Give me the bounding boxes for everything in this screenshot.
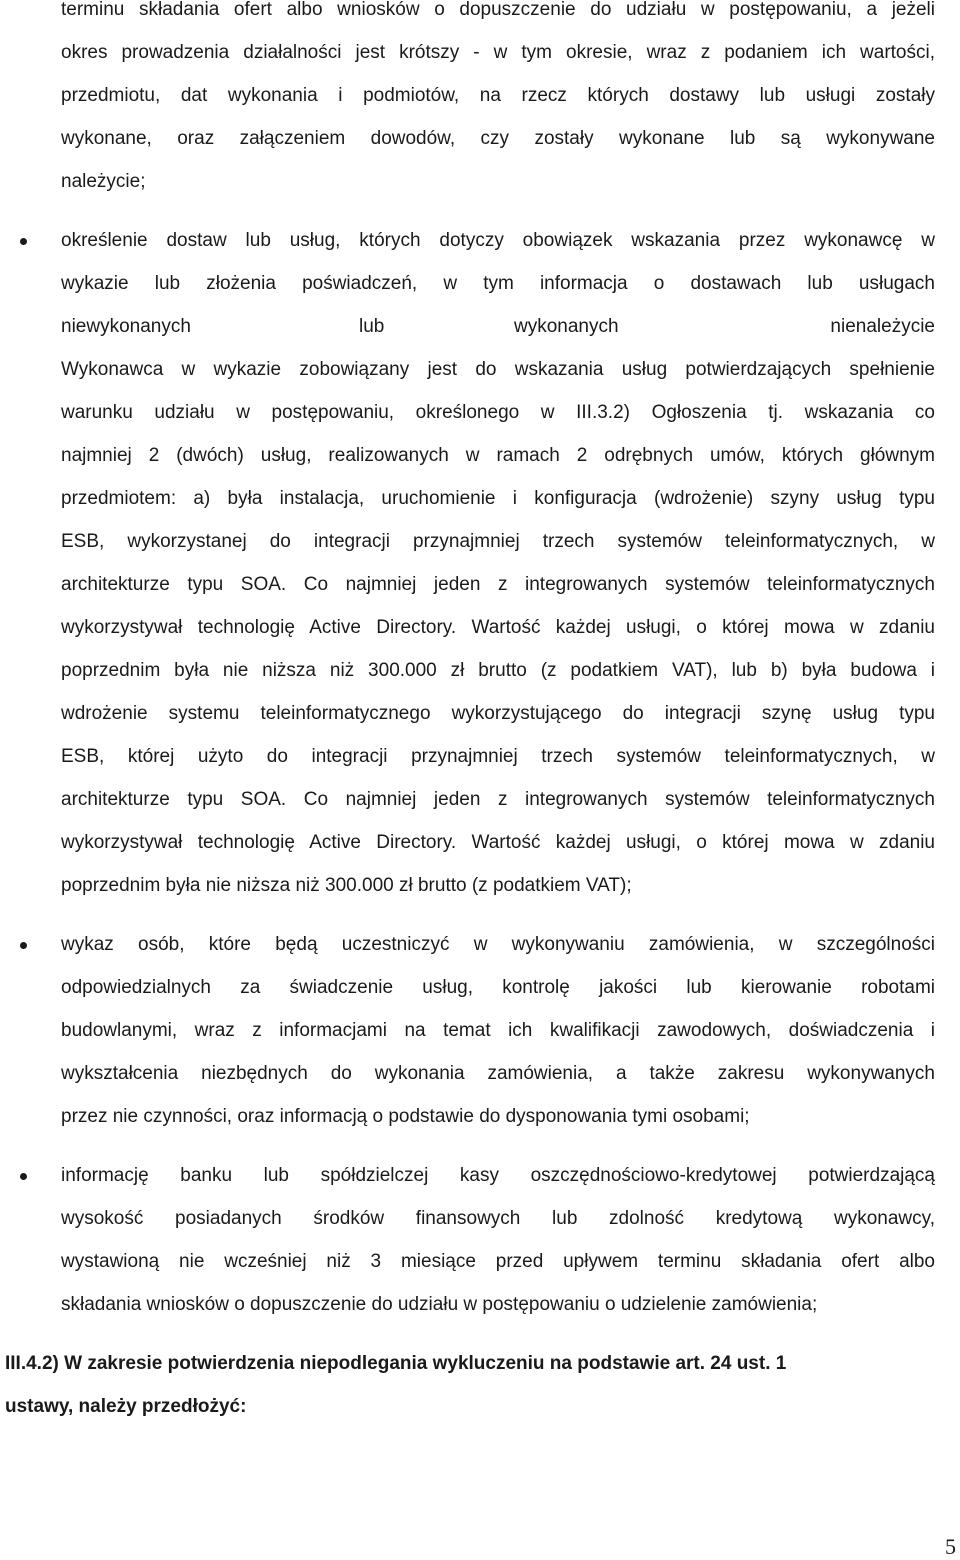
page-number: 5: [945, 1534, 956, 1559]
text-line: najmniej 2 (dwóch) usług, realizowanych w ramach 2 odrębnych umów, których głównym: [61, 445, 935, 466]
text-line: wykazie lub złożenia poświadczeń, w tym informacja o dostawach lub usługach: [61, 273, 935, 294]
text-line: okres prowadzenia działalności jest krótszy - w tym okresie, wraz z podaniem ich wartości,: [61, 42, 935, 63]
word: niewykonanych: [61, 316, 191, 337]
heading-line: ustawy, należy przedłożyć:: [5, 1396, 247, 1417]
text-line: ESB, wykorzystanej do integracji przynajmniej trzech systemów teleinformatycznych, w: [61, 531, 935, 552]
text-line: poprzednim była nie niższa niż 300.000 zł brutto (z podatkiem VAT);: [61, 875, 632, 896]
heading-line: III.4.2) W zakresie potwierdzenia niepodlegania wykluczeniu na podstawie art. 24 ust. 1: [5, 1353, 787, 1374]
word: wykonanych: [514, 316, 619, 337]
text-line: ESB, której użyto do integracji przynajmniej trzech systemów teleinformatycznych, w: [61, 746, 935, 767]
text-line: wykonane, oraz załączeniem dowodów, czy zostały wykonane lub są wykonywane: [61, 128, 935, 149]
text-line: określenie dostaw lub usług, których dotyczy obowiązek wskazania przez wykonawcę w: [61, 230, 935, 251]
text-line: Wykonawca w wykazie zobowiązany jest do wskazania usług potwierdzających spełnienie: [61, 359, 935, 380]
text-line: architekturze typu SOA. Co najmniej jeden z integrowanych systemów teleinformatycznych: [61, 789, 935, 810]
word: nienależycie: [830, 316, 935, 337]
bullet-icon: [20, 942, 27, 949]
text-line: wysokość posiadanych środków finansowych lub zdolność kredytową wykonawcy,: [61, 1208, 935, 1229]
text-line: wdrożenie systemu teleinformatycznego wykorzystującego do integracji szynę usług typu: [61, 703, 935, 724]
text-line: przedmiotem: a) była instalacja, uruchomienie i konfiguracja (wdrożenie) szyny usług typu: [61, 488, 935, 509]
bullet-icon: [20, 1173, 27, 1180]
text-line: wykaz osób, które będą uczestniczyć w wykonywaniu zamówienia, w szczególności: [61, 934, 935, 955]
text-line: wystawioną nie wcześniej niż 3 miesiące przed upływem terminu składania ofert albo: [61, 1251, 935, 1272]
text-line: informację banku lub spółdzielczej kasy oszczędnościowo-kredytowej potwierdzającą: [61, 1165, 935, 1186]
text-line: terminu składania ofert albo wniosków o dopuszczenie do udziału w postępowaniu, a jeżeli: [61, 0, 935, 20]
text-line: przedmiotu, dat wykonania i podmiotów, na rzecz których dostawy lub usługi zostały: [61, 85, 935, 106]
text-line: architekturze typu SOA. Co najmniej jeden z integrowanych systemów teleinformatycznych: [61, 574, 935, 595]
text-line: przez nie czynności, oraz informacją o podstawie do dysponowania tymi osobami;: [61, 1106, 750, 1127]
text-line: należycie;: [61, 171, 146, 192]
text-line: budowlanymi, wraz z informacjami na temat ich kwalifikacji zawodowych, doświadczenia i: [61, 1020, 935, 1041]
text-line: warunku udziału w postępowaniu, określonego w III.3.2) Ogłoszenia tj. wskazania co: [61, 402, 935, 423]
text-line: wykorzystywał technologię Active Directory. Wartość każdej usługi, o której mowa w zdaniu: [61, 832, 935, 853]
text-line: poprzednim była nie niższa niż 300.000 zł brutto (z podatkiem VAT), lub b) była budowa i: [61, 660, 935, 681]
text-line: wykształcenia niezbędnych do wykonania zamówienia, a także zakresu wykonywanych: [61, 1063, 935, 1084]
word: lub: [359, 316, 385, 337]
text-line: wykorzystywał technologię Active Directory. Wartość każdej usługi, o której mowa w zdaniu: [61, 617, 935, 638]
text-line: składania wniosków o dopuszczenie do udziału w postępowaniu o udzielenie zamówienia;: [61, 1294, 818, 1315]
bullet-icon: [20, 238, 27, 245]
text-line: odpowiedzialnych za świadczenie usług, kontrolę jakości lub kierowanie robotami: [61, 977, 935, 998]
